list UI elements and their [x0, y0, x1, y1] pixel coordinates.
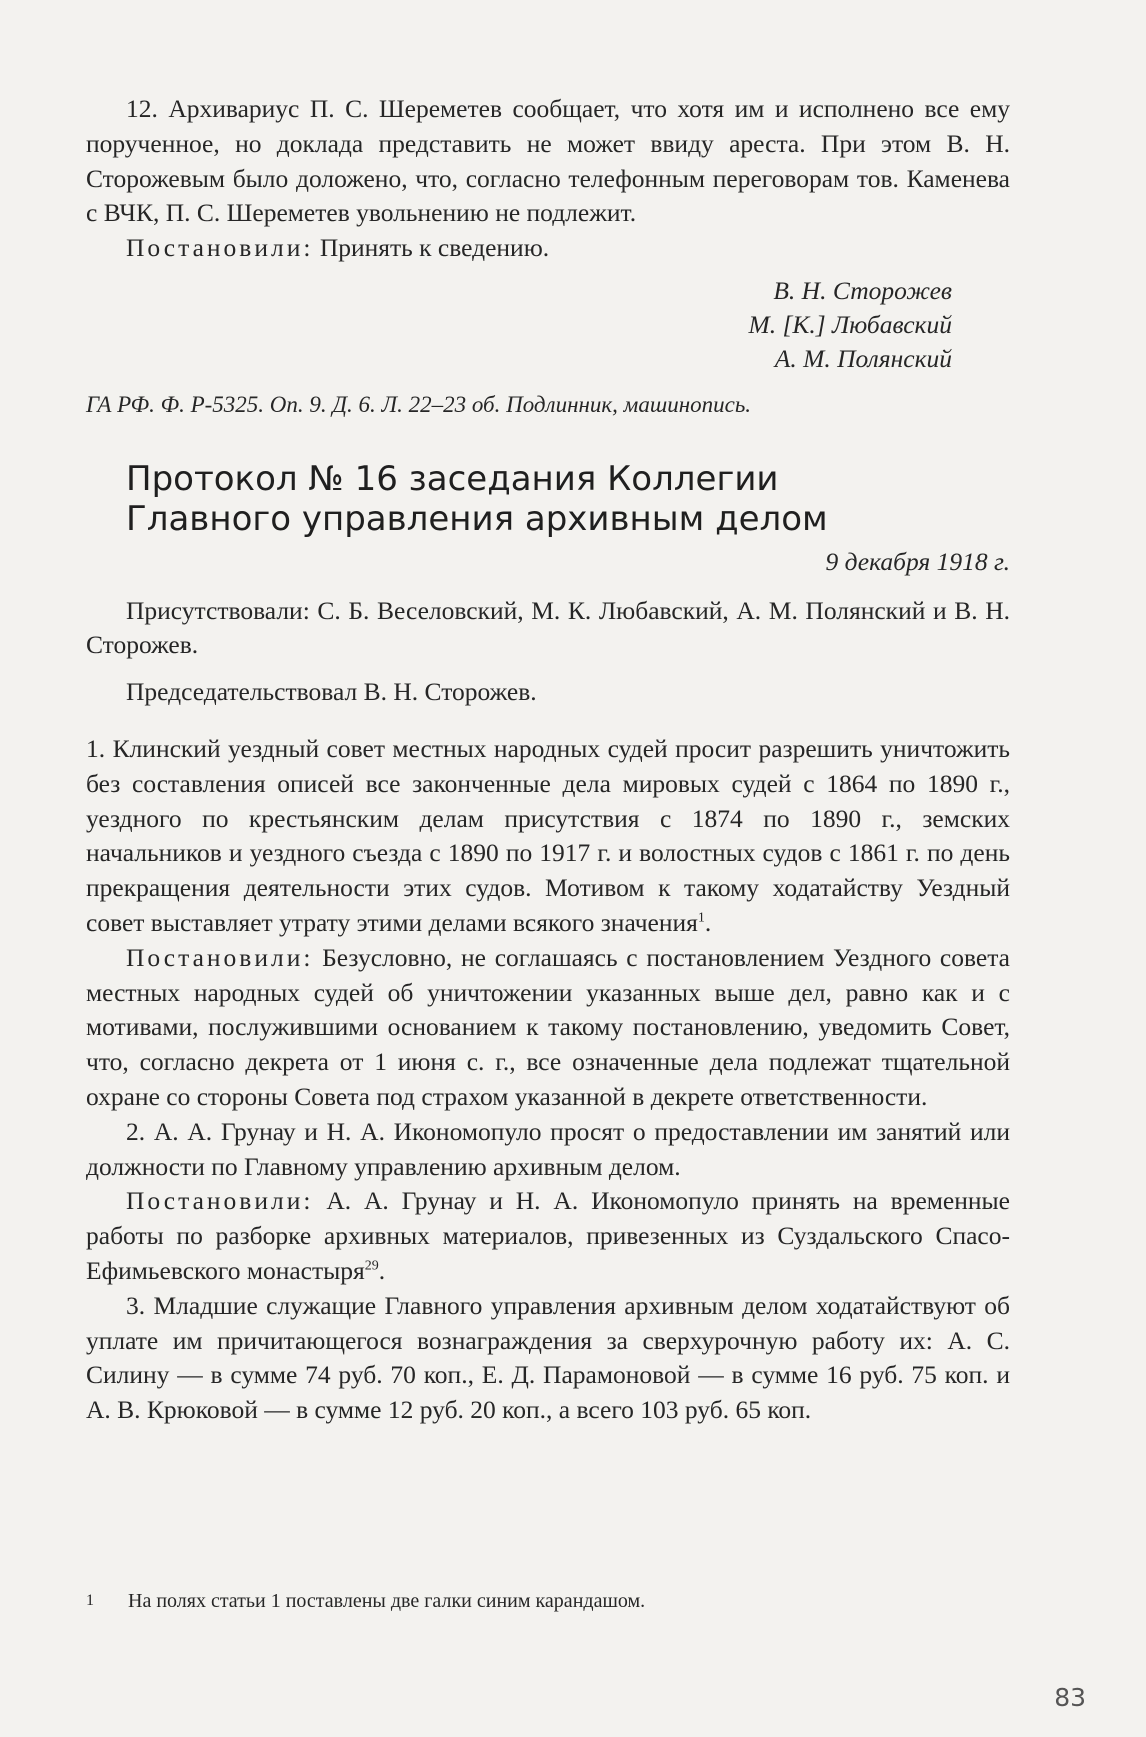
resolution-label: Постановили: — [126, 233, 314, 263]
chairperson: Председательствовал В. Н. Сторожев. — [126, 677, 537, 707]
signatures — [86, 274, 1010, 376]
protocol-title: Протокол № 16 заседания Коллегии Главного управления архивным делом — [126, 458, 828, 539]
footnote-reference: 1 — [697, 910, 705, 926]
item-2-resolution: Постановили: А. А. Грунау и Н. А. Икономопуло принять на временные работы по разборке архивных материалов, привезенных из Суздальского Спасо-Ефимьевского монастыря$^{29}$. — [86, 1186, 1010, 1285]
footnote — [86, 1588, 1010, 1614]
footnote-reference: 29 — [364, 1258, 379, 1274]
item-12-resolution: Постановили: Принять к сведению. — [126, 233, 550, 263]
item-1-resolution: Постановили: Безусловно, не соглашаясь с постановлением Уездного совета местных народных судей об уничтожении указанных выше дел, равно как и с мотивами, послужившими основанием к такому постановлению, уведомить Совет, что, согласно декрета от 1 июня с. г., все означенные дела подлежат тщательной охране со стороны Совета под страхом указанной в декрете ответственности. — [86, 942, 1010, 1111]
item-12: 12. Архивариус П. С. Шереметев сообщает, что хотя им и исполнено все ему порученное, но доклада представить не может ввиду ареста. При этом В. Н. Сторожевым было доложено, что, согласно телефонным переговорам тов. Каменева с ВЧК, П. С. Шереметев увольнению не подлежит. — [86, 94, 1010, 228]
item-2: 2. А. А. Грунау и Н. А. Икономопуло просят о предоставлении им занятий или должности по Главному управлению архивным делом. — [86, 1116, 1010, 1181]
protocol-date: 9 декабря 1918 г. — [825, 546, 1010, 576]
item-1: 1. Клинский уездный совет местных народных судей просит разрешить уничтожить без составления описей все законченные дела мировых судей с 1864 по 1890 г., уездного по крестьянским делам присутствия с 1874 по 1890 г., земских начальников и уездного съезда с 1890 по 1917 г. и волостных судов с 1861 г. по день прекращения деятельности этих судов. Мотивом к такому ходатайству Уездный совет выставляет утрату этими делами всякого значения$^1$. — [86, 733, 1010, 937]
resolution-label: Постановили: — [126, 942, 314, 972]
signature: А. М. Полянский — [774, 343, 952, 373]
footnote-mark: 1 — [86, 1592, 94, 1609]
signature: М. [К.] Любавский — [748, 309, 952, 339]
archive-source: ГА РФ. Ф. Р-5325. Оп. 9. Д. 6. Л. 22–23 об. Подлинник, машинопись. — [86, 391, 752, 417]
item-3: 3. Младшие служащие Главного управления архивным делом ходатайствуют об уплате им причитающегося вознаграждения за сверхурочную работу их: А. С. Силину — в сумме 74 руб. 70 коп., Е. Д. Парамоновой — в сумме 16 руб. 75 коп. и А. В. Крюковой — в сумме 12 руб. 20 коп., а всего 103 руб. 65 коп. — [86, 1290, 1010, 1425]
page-body — [86, 92, 1010, 1428]
footnote-text: На полях статьи 1 поставлены две галки синим карандашом. — [128, 1590, 646, 1612]
signature: В. Н. Сторожев — [773, 275, 952, 305]
resolution-label: Постановили: — [126, 1186, 314, 1216]
attendees: Присутствовали: С. Б. Веселовский, М. К. Любавский, А. М. Полянский и В. Н. Сторожев. — [86, 595, 1010, 660]
page-number: 83 — [1054, 1683, 1086, 1712]
